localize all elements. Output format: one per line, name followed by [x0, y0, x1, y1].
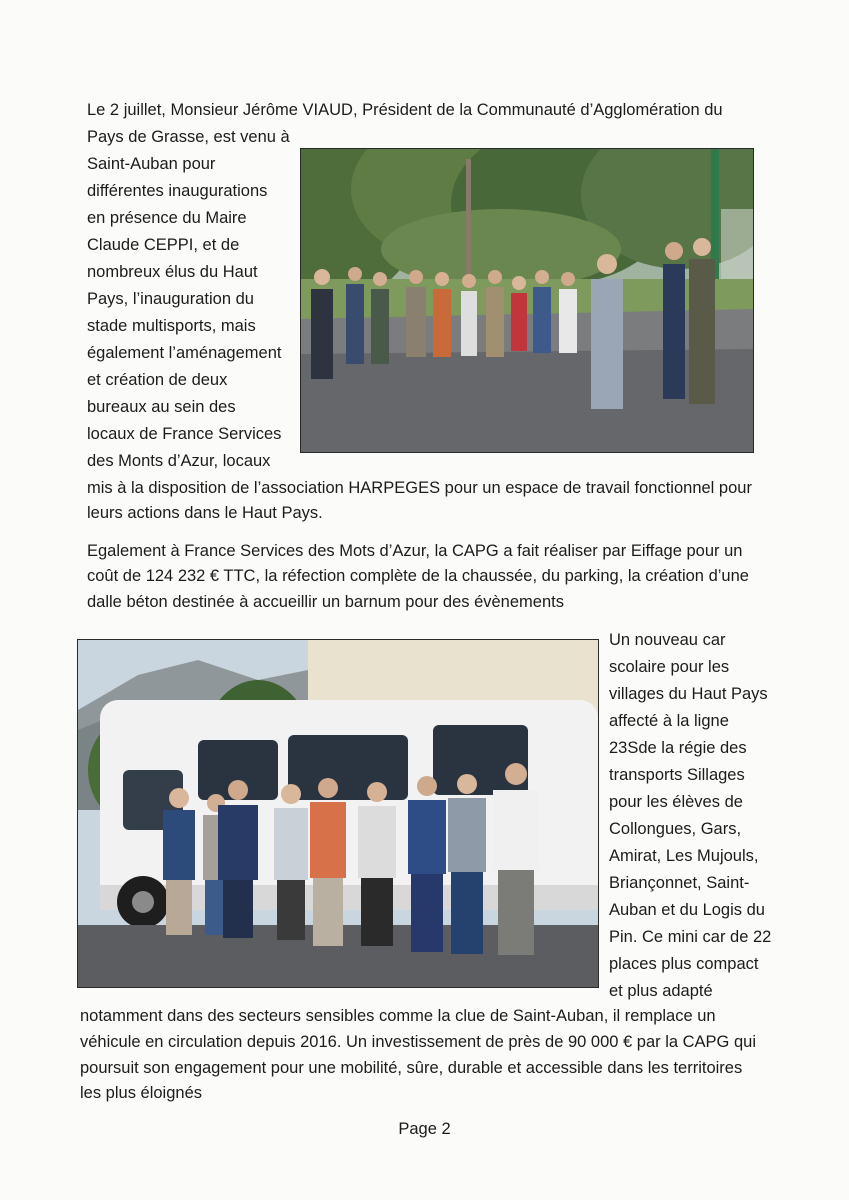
page-number: Page 2 [398, 1120, 451, 1138]
body-text-line: Saint-Auban pour [87, 155, 216, 173]
body-text-line: affecté à la ligne [609, 712, 729, 730]
body-text-line: villages du Haut Pays [609, 685, 768, 703]
body-text-line: coût de 124 232 € TTC, la réfection complète de la chaussée, du parking, la création d’une [87, 567, 749, 585]
body-text-line: Un nouveau car [609, 631, 726, 649]
body-text-line: scolaire pour les [609, 658, 730, 676]
body-text-line: mis à la disposition de l’association HARPEGES pour un espace de travail fonctionnel pour [87, 479, 752, 497]
minibus-photo [77, 639, 599, 988]
body-text-line: poursuit son engagement pour une mobilité, sûre, durable et accessible dans les territoires [80, 1059, 743, 1077]
body-text-line: Collongues, Gars, [609, 820, 742, 838]
body-text-line: les plus éloignés [80, 1084, 202, 1102]
body-text-line: véhicule en circulation depuis 2016. Un investissement de près de 90 000 € par la CAPG qui [80, 1033, 756, 1051]
body-text-line: et création de deux [87, 371, 228, 389]
body-text-line: pour les élèves de [609, 793, 743, 811]
body-text-line: Amirat, Les Mujouls, [609, 847, 759, 865]
stadium-inauguration-photo [300, 148, 754, 453]
body-text-line: Claude CEPPI, et de [87, 236, 240, 254]
body-text-line: en présence du Maire [87, 209, 247, 227]
body-text-line: Auban et du Logis du [609, 901, 765, 919]
body-text-line: transports Sillages [609, 766, 745, 784]
body-text-line: Pin. Ce mini car de 22 [609, 928, 772, 946]
body-text-line: et plus adapté [609, 982, 713, 1000]
body-text-line: nombreux élus du Haut [87, 263, 258, 281]
body-text-line: des Monts d’Azur, locaux [87, 452, 271, 470]
body-text-line: également l’aménagement [87, 344, 282, 362]
body-text-line: Egalement à France Services des Mots d’Azur, la CAPG a fait réaliser par Eiffage pour un [87, 542, 743, 560]
body-text-line: Le 2 juillet, Monsieur Jérôme VIAUD, Président de la Communauté d’Agglomération du [87, 101, 723, 119]
body-text-line: Briançonnet, Saint- [609, 874, 750, 892]
body-text-line: stade multisports, mais [87, 317, 256, 335]
body-text-line: Pays, l’inauguration du [87, 290, 254, 308]
body-text-line: Pays de Grasse, est venu à [87, 128, 290, 146]
body-text-line: bureaux au sein des [87, 398, 236, 416]
body-text-line: 23Sde la régie des [609, 739, 747, 757]
body-text-line: places plus compact [609, 955, 759, 973]
body-text-line: différentes inaugurations [87, 182, 268, 200]
body-text-line: dalle béton destinée à accueillir un barnum pour des évènements [87, 593, 564, 611]
body-text-line: leurs actions dans le Haut Pays. [87, 504, 323, 522]
body-text-line: notamment dans des secteurs sensibles comme la clue de Saint-Auban, il remplace un [80, 1007, 716, 1025]
body-text-line: locaux de France Services [87, 425, 282, 443]
